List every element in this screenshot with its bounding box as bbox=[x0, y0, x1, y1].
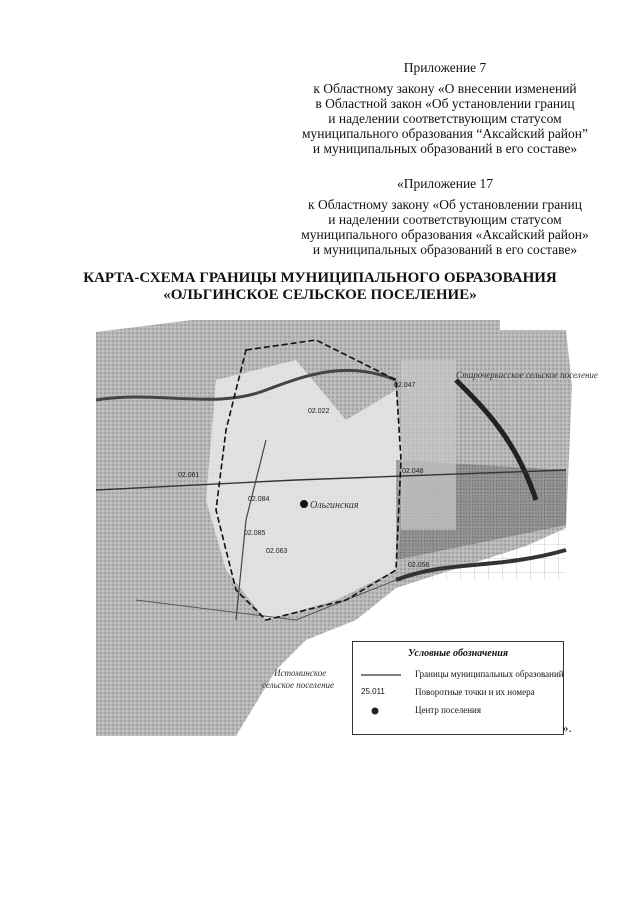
appendix-17-heading: «Приложение 17 bbox=[396, 176, 494, 191]
turning-point-label: 02.048 bbox=[402, 468, 424, 475]
appendix-7 bbox=[300, 60, 590, 156]
appendix-7-line: и наделении соответствующим статусом bbox=[328, 111, 562, 126]
turning-point-label: 02.056 bbox=[408, 562, 430, 569]
appendix-17 bbox=[300, 176, 590, 257]
closing-quote: ». bbox=[562, 720, 572, 735]
turning-point-label: 02.022 bbox=[308, 408, 330, 415]
legend-center-label: Центр поселения bbox=[415, 705, 482, 715]
appendix-17-line: и наделении соответствующим статусом bbox=[328, 212, 562, 227]
map-label-neighbor-ne: Старочеркасское сельское поселение bbox=[456, 370, 598, 380]
appendix-7-heading: Приложение 7 bbox=[403, 60, 487, 75]
title-line-1: КАРТА-СХЕМА ГРАНИЦЫ МУНИЦИПАЛЬНОГО ОБРАЗОВАНИЯ bbox=[83, 270, 557, 286]
appendix-7-line: к Областному закону «О внесении изменений bbox=[313, 81, 577, 96]
legend-row-border bbox=[361, 668, 564, 682]
legend-point-label: Поворотные точки и их номера bbox=[415, 687, 535, 697]
settlement-center-dot bbox=[300, 500, 308, 508]
title-line-2: «ОЛЬГИНСКОЕ СЕЛЬСКОЕ ПОСЕЛЕНИЕ» bbox=[163, 287, 477, 303]
turning-point-label: 02.085 bbox=[244, 530, 266, 537]
legend-row-points bbox=[361, 686, 561, 700]
appendix-7-line: муниципального образования “Аксайский район” bbox=[302, 126, 588, 141]
map-label-center: Ольгинская bbox=[310, 500, 359, 511]
legend-point-sample: 25.011 bbox=[361, 687, 385, 696]
document-title bbox=[0, 270, 640, 304]
appendix-17-line: и муниципальных образований в его составе» bbox=[312, 242, 578, 257]
map-legend bbox=[352, 641, 564, 735]
appendix-17-line: к Областному закону «Об установлении границ bbox=[308, 197, 582, 212]
turning-point-label: 02.063 bbox=[266, 548, 288, 555]
legend-border-label: Границы муниципальных образований bbox=[415, 669, 564, 679]
turning-point-label: 02.084 bbox=[248, 496, 270, 503]
turning-point-label: 02.047 bbox=[394, 382, 416, 389]
turning-point-label: 02.061 bbox=[178, 472, 200, 479]
map-label-neighbor-sw-1: Истоминское bbox=[274, 668, 327, 678]
settlement-center-icon bbox=[361, 704, 401, 718]
appendix-7-line: в Областной закон «Об установлении границ bbox=[315, 96, 575, 111]
boundary-line-icon bbox=[361, 668, 401, 682]
appendix-7-line: и муниципальных образований в его составе» bbox=[312, 141, 578, 156]
legend-title: Условные обозначения bbox=[408, 648, 508, 659]
map-label-neighbor-sw-2: сельское поселение bbox=[262, 680, 335, 690]
legend-row-center bbox=[361, 704, 561, 718]
appendix-17-line: муниципального образования «Аксайский район» bbox=[301, 227, 589, 242]
